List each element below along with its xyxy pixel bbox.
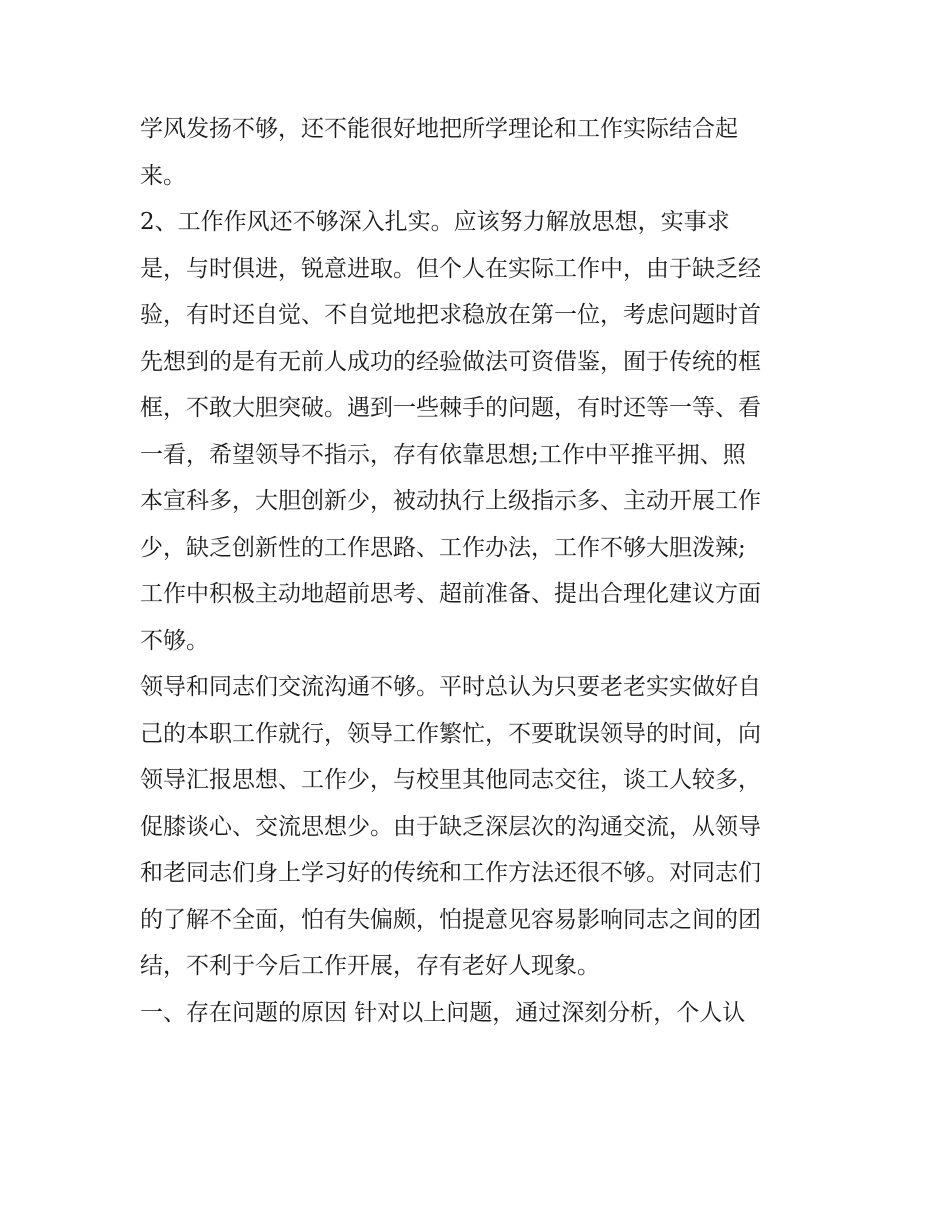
text-line: 先想到的是有无前人成功的经验做法可资借鉴，囿于传统的框 <box>140 348 761 375</box>
text-line: 来。 <box>140 162 186 189</box>
text-line: 和老同志们身上学习好的传统和工作方法还很不够。对同志们 <box>140 860 761 886</box>
text-line: 一看，希望领导不指示，存有依靠思想;工作中平推平拥、照 <box>140 441 746 468</box>
text-line: 工作中积极主动地超前思考、超前准备、提出合理化建议方面 <box>140 581 761 607</box>
text-line: 本宣科多，大胆创新少，被动执行上级指示多、主动开展工作 <box>140 488 761 514</box>
text-line: 少，缺乏创新性的工作思路、工作办法，工作不够大胆泼辣; <box>140 534 746 561</box>
text-line: 的了解不全面，怕有失偏颇，怕提意见容易影响同志之间的团 <box>140 906 761 933</box>
text-line: 领导和同志们交流沟通不够。平时总认为只要老老实实做好自 <box>140 674 761 700</box>
text-line: 验，有时还自觉、不自觉地把求稳放在第一位，考虑问题时首 <box>140 302 761 328</box>
text-line: 结，不利于今后工作开展，存有老好人现象。 <box>140 953 600 979</box>
text-line: 不够。 <box>140 627 209 654</box>
text-line: 己的本职工作就行，领导工作繁忙，不要耽误领导的时间，向 <box>140 720 761 747</box>
text-line: 学风发扬不够，还不能很好地把所学理论和工作实际结合起 <box>140 116 738 142</box>
text-line: 一、存在问题的原因 针对以上问题，通过深刻分析，个人认 <box>140 999 746 1026</box>
body-text <box>140 106 830 1036</box>
text-line: 框，不敢大胆突破。遇到一些棘手的问题，有时还等一等、看 <box>140 395 761 421</box>
text-line: 领导汇报思想、工作少，与校里其他同志交往，谈工人较多， <box>140 767 761 793</box>
text-line: 是，与时俱进，锐意进取。但个人在实际工作中，由于缺乏经 <box>140 255 761 282</box>
text-line: 促膝谈心、交流思想少。由于缺乏深层次的沟通交流，从领导 <box>140 813 761 840</box>
text-line: 2、工作作风还不够深入扎实。应该努力解放思想，实事求 <box>140 209 730 235</box>
